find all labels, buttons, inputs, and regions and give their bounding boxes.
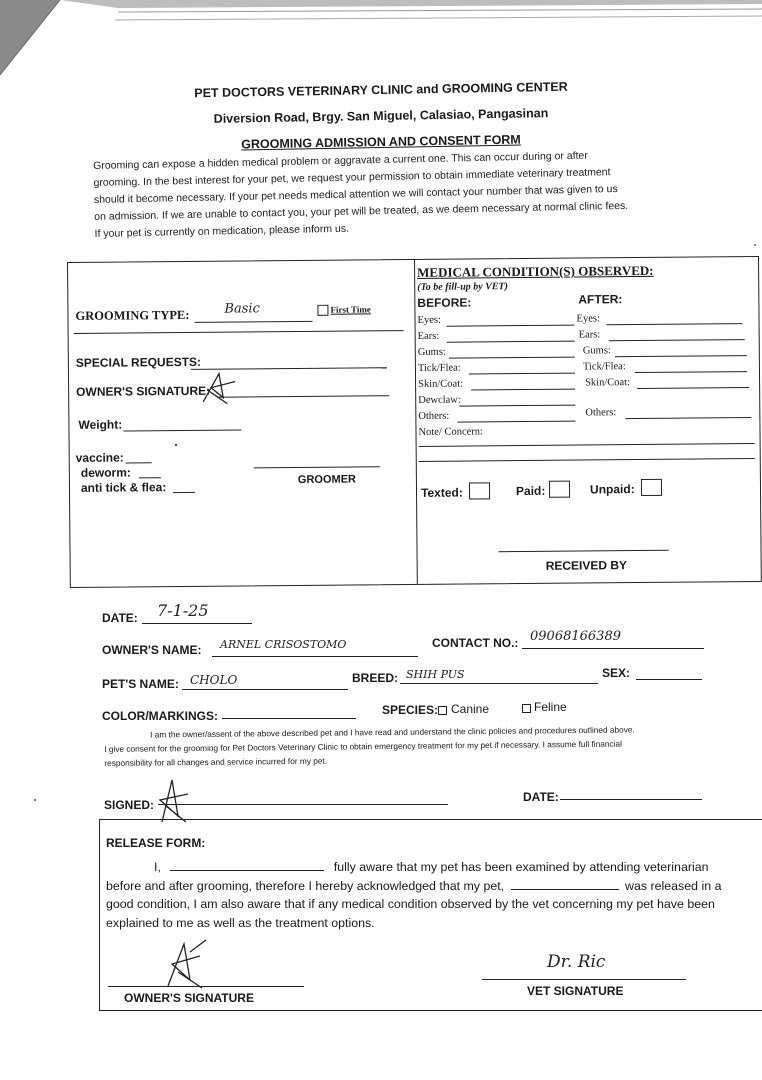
vet-signature-line <box>482 979 686 980</box>
before-field-line[interactable] <box>449 357 575 359</box>
weight-label: Weight: <box>78 417 123 432</box>
date-line <box>142 623 252 624</box>
release-line <box>106 877 761 896</box>
release-pet-blank[interactable] <box>511 877 619 890</box>
date-label: DATE: <box>102 611 138 625</box>
groomer-signature-line <box>254 466 380 468</box>
intro-line: grooming. In the best interest for your pet, we request your permission to obtain immediate veterinary treatment <box>93 166 611 189</box>
special-requests-label: SPECIAL REQUESTS: <box>75 354 202 370</box>
before-field-line[interactable] <box>447 341 575 343</box>
breed-label: BREED: <box>352 671 399 685</box>
after-field-line[interactable] <box>615 355 747 357</box>
color-markings-line <box>222 718 356 719</box>
release-owner-signature-mark <box>160 934 212 990</box>
before-field: Ears: <box>417 330 440 342</box>
release-paragraph <box>106 858 761 932</box>
signed-signature-mark <box>152 772 196 826</box>
vaccine-line <box>126 462 152 463</box>
before-field: Skin/Coat: <box>418 378 464 390</box>
before-label: BEFORE: <box>417 295 472 310</box>
medical-subtitle: (To be fill-up by VET) <box>417 281 509 293</box>
pet-name-value[interactable]: CHOLO <box>190 673 238 687</box>
release-text-part1: fully aware that my pet has been examined by attending veterinarian <box>333 860 709 874</box>
owner-name-label: OWNER'S NAME: <box>102 643 202 657</box>
grooming-type-line <box>195 321 313 323</box>
after-field: Skin/Coat: <box>585 377 631 389</box>
consent-line: I am the owner/assent of the above described pet and I have read and understand the clinic policies and procedures outlined above. <box>150 724 635 740</box>
feline-checkbox[interactable] <box>522 704 531 713</box>
first-time-label: First Time <box>330 304 371 315</box>
deworm-label: deworm: <box>80 465 131 480</box>
paid-checkbox[interactable] <box>549 481 570 498</box>
after-field: Ears: <box>578 329 601 341</box>
signed-label: SIGNED: <box>104 798 155 812</box>
canine-checkbox[interactable] <box>438 706 447 715</box>
intro-paragraph <box>93 145 705 243</box>
signed-line <box>158 804 448 805</box>
unpaid-checkbox[interactable] <box>641 479 662 496</box>
release-line <box>106 858 761 877</box>
first-time-checkbox[interactable] <box>317 305 328 316</box>
deworm-line <box>139 477 161 478</box>
release-line: good condition, I am also aware that if any medical condition observed by the vet concerning my pet have been <box>106 897 715 911</box>
contact-line <box>522 648 704 649</box>
medical-title: MEDICAL CONDITION(S) OBSERVED: <box>417 262 654 280</box>
pet-name-line <box>182 689 348 690</box>
before-field: Eyes: <box>417 314 441 326</box>
date-value[interactable]: 7-1-25 <box>157 601 209 620</box>
sex-label: SEX: <box>602 666 631 680</box>
form-title: GROOMING ADMISSION AND CONSENT FORM <box>241 132 521 152</box>
clinic-name: PET DOCTORS VETERINARY CLINIC and GROOMING CENTER <box>194 79 568 101</box>
owner-name-line <box>212 656 418 657</box>
release-i-text: I, <box>154 860 161 874</box>
vet-signature-label: VET SIGNATURE <box>527 984 624 998</box>
intro-line: on admission. If we are unable to contact you, your pet will be treated, as we deem necessary at normal clinic fees. <box>94 199 629 223</box>
before-field: Dewclaw: <box>418 394 461 406</box>
after-field: Tick/Flea: <box>582 361 626 373</box>
breed-value[interactable]: SHIH PUS <box>406 668 465 681</box>
grooming-type-underline <box>74 330 404 334</box>
after-field-line[interactable] <box>637 387 749 389</box>
owner-name-value[interactable]: ARNEL CRISOSTOMO <box>220 638 347 651</box>
after-field-line[interactable] <box>609 339 745 341</box>
unpaid-label: Unpaid: <box>589 482 635 497</box>
owner-signature-mark <box>197 367 245 407</box>
weight-line <box>123 429 241 431</box>
before-field-line[interactable] <box>457 421 575 423</box>
consent-date-label: DATE: <box>523 790 559 804</box>
contact-label: CONTACT NO.: <box>432 636 519 650</box>
intro-line: Grooming can expose a hidden medical problem or aggravate a current one. This can occur during or after <box>93 149 588 172</box>
note-line[interactable] <box>419 458 755 462</box>
note-line[interactable] <box>419 443 755 447</box>
before-field-line[interactable] <box>469 373 575 375</box>
consent-line: responsibility for all changes and service incurred for my pet. <box>104 755 328 768</box>
vet-signature-value[interactable]: Dr. Ric <box>547 952 606 972</box>
feline-label: Feline <box>534 700 567 714</box>
before-field: Tick/Flea: <box>417 362 461 374</box>
after-field: Others: <box>585 407 617 419</box>
owner-signature-release-line <box>108 986 304 987</box>
after-field-line[interactable] <box>607 323 743 325</box>
owner-signature-label: OWNER'S SIGNATURE: <box>76 383 211 399</box>
breed-line <box>400 683 598 684</box>
vaccine-label: vaccine: <box>75 450 124 465</box>
grooming-type-value[interactable]: Basic <box>224 301 260 317</box>
intro-line: should it become necessary. If your pet needs medical attention we will contact your number that was given to us <box>93 183 618 206</box>
consent-date-line <box>560 799 702 800</box>
after-field: Gums: <box>582 345 611 357</box>
color-markings-label: COLOR/MARKINGS: <box>102 709 218 723</box>
texted-label: Texted: <box>420 485 463 500</box>
antitick-label: anti tick & flea: <box>80 480 167 495</box>
antitick-line <box>173 492 195 493</box>
grooming-type-label: GROOMING TYPE: <box>75 307 190 323</box>
consent-paragraph <box>104 722 716 770</box>
before-field: Gums: <box>417 346 446 358</box>
after-field-line[interactable] <box>635 371 747 373</box>
after-field: Eyes: <box>576 313 600 325</box>
consent-line: I give consent for the grooming for Pet Doctors Veterinary Clinic to obtain emergency treatment for my pet if necessary. I assume full financial <box>104 738 622 754</box>
received-by-line <box>499 550 669 552</box>
note-concern-label: Note/ Concern: <box>418 426 483 438</box>
groomer-label: GROOMER <box>297 473 357 486</box>
clinic-address: Diversion Road, Brgy. San Miguel, Calasiao, Pangasinan <box>213 106 549 126</box>
before-field-line[interactable] <box>447 325 575 327</box>
received-by-label: RECEIVED BY <box>545 558 628 573</box>
before-field: Others: <box>418 410 450 422</box>
release-line: explained to me as well as the treatment options. <box>106 915 375 930</box>
before-field-line[interactable] <box>459 405 575 407</box>
after-field-line[interactable] <box>625 417 751 419</box>
release-text-part2: before and after grooming, therefore I hereby acknowledged that my pet, <box>106 878 505 893</box>
contact-value[interactable]: 09068166389 <box>530 629 621 644</box>
grooming-medical-box <box>67 256 762 588</box>
release-text-part3: was released in a <box>625 878 722 893</box>
intro-line: If your pet is currently on medication, please inform us. <box>94 222 350 240</box>
sex-line <box>636 679 702 680</box>
owner-signature-release-label: OWNER'S SIGNATURE <box>124 991 254 1005</box>
paid-label: Paid: <box>515 483 546 499</box>
texted-checkbox[interactable] <box>469 482 490 499</box>
species-label: SPECIES: <box>382 703 439 717</box>
after-label: AFTER: <box>578 292 623 307</box>
before-field-line[interactable] <box>471 389 575 391</box>
release-title: RELEASE FORM: <box>106 836 206 850</box>
canine-label: Canine <box>451 702 490 716</box>
release-name-blank[interactable] <box>170 858 324 871</box>
pet-name-label: PET'S NAME: <box>102 677 179 691</box>
